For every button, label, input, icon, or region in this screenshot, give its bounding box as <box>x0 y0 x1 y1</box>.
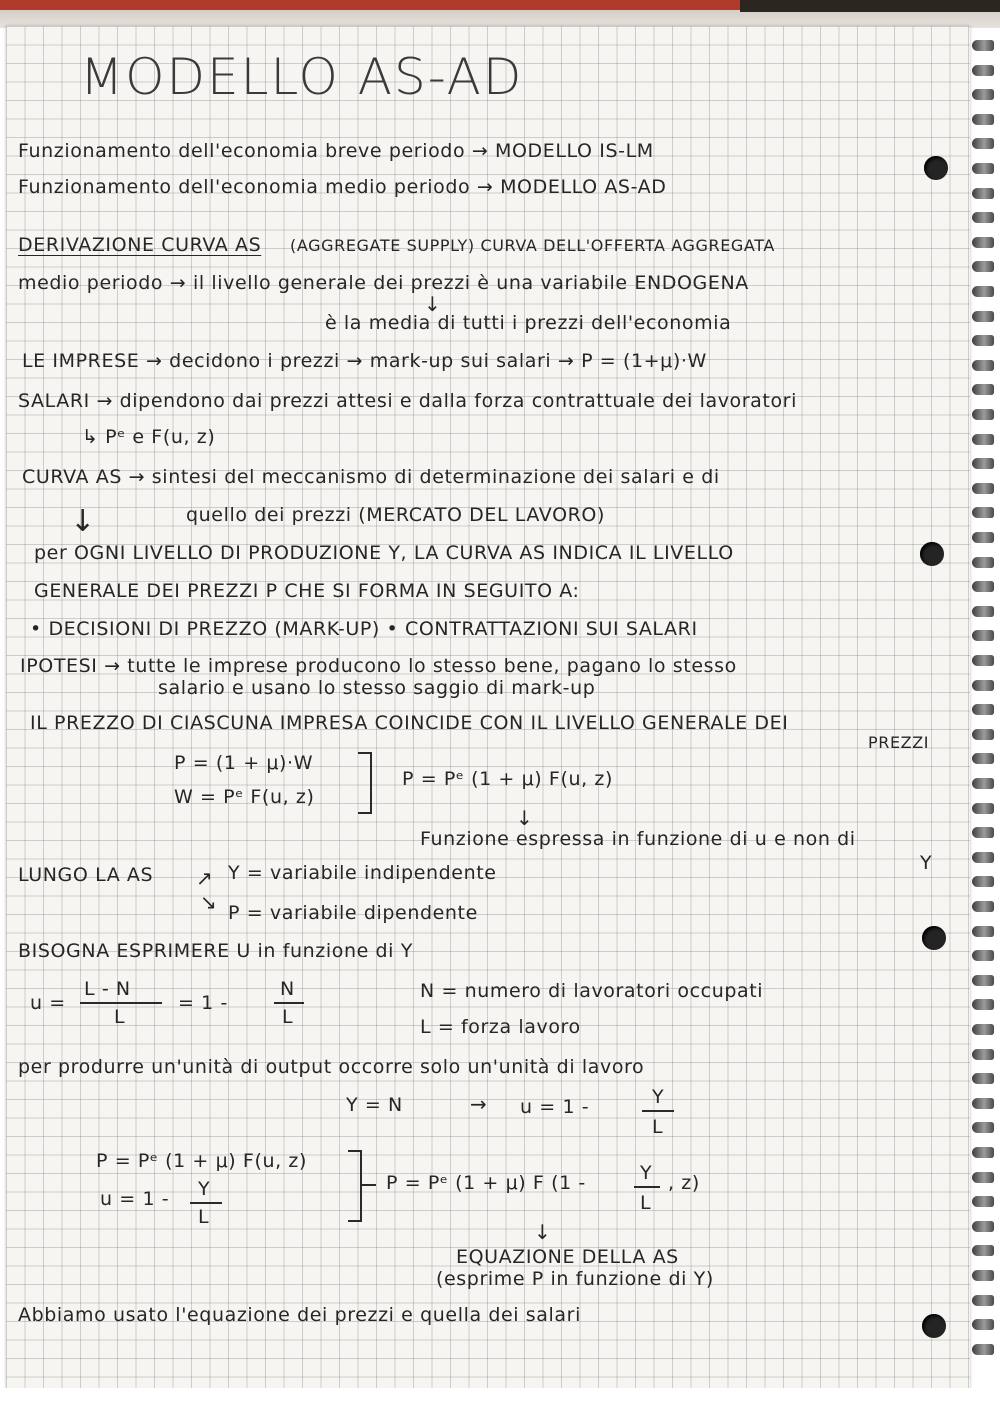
n-definition: N = numero di lavoratori occupati <box>420 980 764 1002</box>
fraction-bar <box>80 1002 162 1004</box>
intro-line-2: Funzionamento dell'economia medio periodo → MODELLO AS-AD <box>18 176 667 198</box>
per-ogni-line-1: per OGNI LIVELLO DI PRODUZIONE Y, LA CURVA AS INDICA IL LIVELLO <box>34 542 734 564</box>
prezzo-impresa-line-2: PREZZI <box>868 733 930 752</box>
lungo-as-label: LUNGO LA AS <box>18 864 154 886</box>
produrre-line: per produrre un'unità di output occorre solo un'unità di lavoro <box>18 1056 645 1078</box>
lungo-as-p: P = variabile dipendente <box>228 902 478 924</box>
system1-note: Funzione espressa in funzione di u e non di <box>420 828 856 850</box>
yn-rhs: u = 1 - <box>520 1096 590 1118</box>
down-arrow-icon: ↓ <box>516 806 533 830</box>
salari-sub-line: ↳ Pᵉ e F(u, z) <box>82 426 216 448</box>
fraction-bar <box>190 1202 222 1204</box>
curva-as-line-2: quello dei prezzi (MERCATO DEL LAVORO) <box>186 504 605 526</box>
ipotesi-line-1: IPOTESI → tutte le imprese producono lo stesso bene, pagano lo stesso <box>20 655 737 677</box>
page-title: MODELLO AS-AD <box>80 48 524 106</box>
yn-denominator: L <box>652 1116 664 1138</box>
system1-eq-2: W = Pᵉ F(u, z) <box>174 786 315 808</box>
fraction-bar <box>634 1186 660 1188</box>
bisogna-line: BISOGNA ESPRIMERE U in funzione di Y <box>18 940 413 962</box>
u-def-numerator: L - N <box>84 978 131 1000</box>
fraction-bar <box>642 1110 674 1112</box>
system2-result-a: P = Pᵉ (1 + μ) F (1 - <box>386 1172 586 1194</box>
system1-eq-1: P = (1 + μ)·W <box>174 752 314 774</box>
down-arrow-icon: ↓ <box>424 292 441 316</box>
intro-line-1: Funzionamento dell'economia breve periodo → MODELLO IS-LM <box>18 140 654 162</box>
derivation-heading-paren: (AGGREGATE SUPPLY) CURVA DELL'OFFERTA AGGREGATA <box>290 236 775 255</box>
u-def-denominator-2: L <box>282 1006 294 1028</box>
system1-result: P = Pᵉ (1 + μ) F(u, z) <box>402 768 613 790</box>
derivation-heading: DERIVAZIONE CURVA AS <box>18 234 262 256</box>
lungo-as-y: Y = variabile indipendente <box>228 862 497 884</box>
per-ogni-line-2: GENERALE DEI PREZZI P CHE SI FORMA IN SEGUITO A: <box>34 580 580 602</box>
l-definition: L = forza lavoro <box>420 1016 581 1038</box>
yn-equation: Y = N <box>346 1094 403 1116</box>
branch-arrow-icon: ↗ <box>196 866 213 890</box>
system1-note-y: Y <box>920 852 933 874</box>
as-equation-name: EQUAZIONE DELLA AS <box>456 1246 679 1268</box>
yn-numerator: Y <box>652 1086 665 1108</box>
salari-line: SALARI → dipendono dai prezzi attesi e dalla forza contrattuale dei lavoratori <box>18 390 797 412</box>
branch-arrow-icon: ↘ <box>200 890 217 914</box>
media-prezzi-line: è la media di tutti i prezzi dell'economia <box>325 312 732 334</box>
fraction-bar <box>274 1002 304 1004</box>
system2-result-b: , z) <box>668 1172 700 1194</box>
prezzo-impresa-line-1: IL PREZZO DI CIASCUNA IMPRESA COINCIDE CON IL LIVELLO GENERALE DEI <box>30 712 789 734</box>
system2-eq-2-den: L <box>198 1206 210 1228</box>
u-def-middle: = 1 - <box>178 992 228 1014</box>
system2-eq-2-num: Y <box>198 1178 211 1200</box>
decisioni-line: • DECISIONI DI PREZZO (MARK-UP) • CONTRATTAZIONI SUI SALARI <box>30 618 698 640</box>
system2-result-den: L <box>640 1192 652 1214</box>
system2-eq-1: P = Pᵉ (1 + μ) F(u, z) <box>96 1150 307 1172</box>
system2-result-num: Y <box>640 1162 653 1184</box>
footer-line: Abbiamo usato l'equazione dei prezzi e quella dei salari <box>18 1304 581 1326</box>
down-arrow-icon: ↓ <box>70 504 96 539</box>
connector-dash <box>362 1184 376 1186</box>
right-arrow-icon: → <box>470 1092 487 1116</box>
u-def-denominator: L <box>114 1006 126 1028</box>
ipotesi-line-2: salario e usano lo stesso saggio di mark-up <box>158 677 596 699</box>
imprese-line: LE IMPRESE → decidono i prezzi → mark-up sui salari → P = (1+μ)·W <box>22 350 707 372</box>
u-def-numerator-2: N <box>280 978 295 1000</box>
system2-eq-2-lhs: u = 1 - <box>100 1188 170 1210</box>
down-arrow-icon: ↓ <box>534 1220 551 1244</box>
system-bracket <box>348 1150 362 1222</box>
medio-periodo-line: medio periodo → il livello generale dei prezzi è una variabile ENDOGENA <box>18 272 749 294</box>
curva-as-line-1: CURVA AS → sintesi del meccanismo di determinazione dei salari e di <box>22 466 720 488</box>
as-equation-desc: (esprime P in funzione di Y) <box>436 1268 714 1290</box>
u-def-lhs: u = <box>30 992 66 1014</box>
system-bracket <box>358 752 372 814</box>
